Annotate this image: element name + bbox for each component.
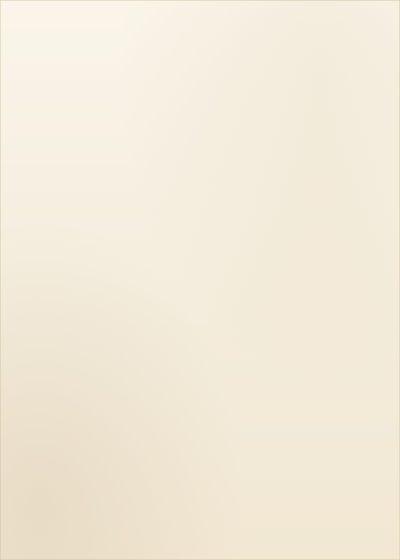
- header-line: [120, 14, 280, 30]
- manuscript-line-9: [14, 332, 386, 352]
- manuscript-line-12: [14, 436, 386, 456]
- manuscript-line-14: [14, 502, 386, 522]
- manuscript-line-7: [14, 262, 386, 282]
- manuscript-line-10: [14, 366, 386, 386]
- manuscript-line-13: [14, 470, 386, 490]
- manuscript-line-6: [14, 228, 386, 248]
- manuscript-line-3: [14, 124, 386, 144]
- manuscript-line-4: [14, 158, 386, 178]
- manuscript-line-5: [14, 193, 386, 213]
- manuscript-line-11: [14, 400, 386, 420]
- manuscript-line-2: [14, 90, 386, 110]
- manuscript-line-8: [14, 296, 386, 316]
- manuscript-line-1: [14, 56, 386, 76]
- marginal-note: [8, 526, 88, 544]
